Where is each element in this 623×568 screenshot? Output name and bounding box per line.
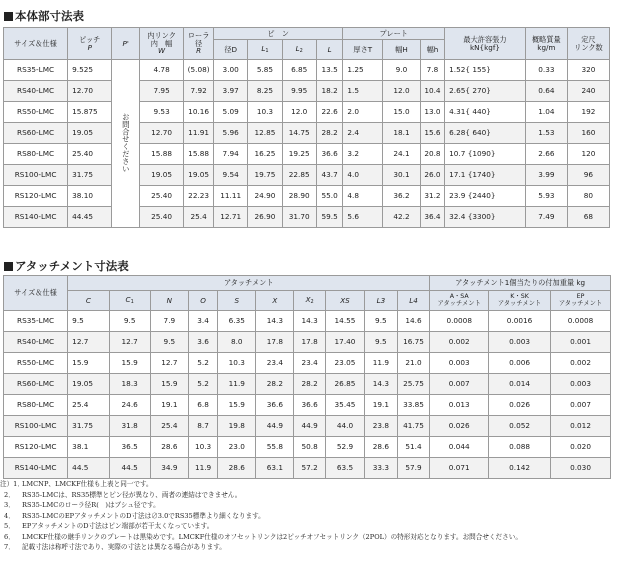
header-size: サイズ＆仕様: [4, 28, 68, 60]
cell-h2: 36.4: [420, 207, 444, 228]
cell-t: 3.2: [343, 144, 383, 165]
cell-size: RS100-LMC: [4, 165, 68, 186]
table-row: [4, 207, 610, 228]
cell-x2: 57.2: [294, 458, 326, 479]
table-row: [4, 144, 610, 165]
cell-r: 11.91: [184, 123, 214, 144]
cell-mass: 1.53: [525, 123, 567, 144]
cell-xs: 17.40: [325, 332, 364, 353]
cell-ks: 0.088: [489, 437, 551, 458]
cell-tension: 23.9 {2440}: [445, 186, 526, 207]
cell-mass: 3.99: [525, 165, 567, 186]
table-row: [4, 165, 610, 186]
cell-s: 19.8: [218, 416, 256, 437]
cell-d: 5.09: [214, 102, 248, 123]
cell-h: 18.1: [383, 123, 421, 144]
header-inner-width: 内リンク 内 幅 W: [139, 28, 183, 60]
header-c: C: [68, 291, 109, 311]
body-table-title: 本体部寸法表: [15, 9, 84, 23]
cell-as: 0.0008: [430, 311, 489, 332]
cell-d: 5.96: [214, 123, 248, 144]
note-item: 3． RS35-LMCのローラ径R( )はブシュ径です。: [4, 501, 160, 509]
cell-l2: 12.0: [282, 102, 316, 123]
cell-w: 12.70: [139, 123, 183, 144]
table-row: [4, 102, 610, 123]
cell-l2: 6.85: [282, 60, 316, 81]
cell-x: 36.6: [256, 395, 294, 416]
cell-n: 12.7: [150, 353, 188, 374]
cell-x: 44.9: [256, 416, 294, 437]
cell-x2: 14.3: [294, 311, 326, 332]
cell-h2: 26.0: [420, 165, 444, 186]
cell-w: 25.40: [139, 207, 183, 228]
cell-l4: 33.85: [397, 395, 430, 416]
cell-n: 15.9: [150, 374, 188, 395]
cell-l1: 8.25: [248, 81, 282, 102]
cell-o: 6.8: [188, 395, 217, 416]
cell-mass: 1.04: [525, 102, 567, 123]
header-p-prime: P': [112, 28, 140, 60]
cell-c: 19.05: [68, 374, 109, 395]
note-item: 4． RS35-LMCのEPアタッチメントのD寸法は∅3.0でRS35標準より細くなります。: [4, 511, 265, 520]
cell-pitch: 31.75: [68, 165, 112, 186]
cell-d: 3.97: [214, 81, 248, 102]
header-pin: ピ ン: [214, 28, 343, 40]
cell-l1: 10.3: [248, 102, 282, 123]
cell-h: 15.0: [383, 102, 421, 123]
cell-xs: 52.9: [325, 437, 364, 458]
cell-ks: 0.142: [489, 458, 551, 479]
cell-size: RS120-LMC: [4, 437, 68, 458]
cell-size: RS50-LMC: [4, 353, 68, 374]
cell-x2: 23.4: [294, 353, 326, 374]
cell-x: 17.8: [256, 332, 294, 353]
cell-n: 28.6: [150, 437, 188, 458]
header-pin-l2: $L_2$: [282, 40, 316, 60]
cell-h2: 31.2: [420, 186, 444, 207]
cell-l: 18.2: [316, 81, 343, 102]
cell-c1: 9.5: [109, 311, 150, 332]
header-s: S: [218, 291, 256, 311]
cell-o: 5.2: [188, 353, 217, 374]
cell-l3: 11.9: [365, 353, 398, 374]
cell-tension: 2.65{ 270}: [445, 81, 526, 102]
cell-t: 2.0: [343, 102, 383, 123]
cell-s: 6.35: [218, 311, 256, 332]
cell-links: 160: [567, 123, 609, 144]
cell-s: 15.9: [218, 395, 256, 416]
cell-l: 55.0: [316, 186, 343, 207]
cell-l3: 9.5: [365, 311, 398, 332]
cell-t: 2.4: [343, 123, 383, 144]
attach-table-title: アタッチメント寸法表: [15, 259, 129, 273]
cell-c1: 24.6: [109, 395, 150, 416]
cell-d: 7.94: [214, 144, 248, 165]
cell-ep: 0.030: [551, 458, 611, 479]
header-x2: $X_2$: [294, 291, 326, 311]
cell-c1: 12.7: [109, 332, 150, 353]
cell-size: RS60-LMC: [4, 374, 68, 395]
cell-l4: 57.9: [397, 458, 430, 479]
cell-size: RS140-LMC: [4, 207, 68, 228]
cell-tension: 1.52{ 155}: [445, 60, 526, 81]
cell-as: 0.026: [430, 416, 489, 437]
header-plate-t: 厚さT: [343, 40, 383, 60]
cell-pitch: 44.45: [68, 207, 112, 228]
cell-ep: 0.020: [551, 437, 611, 458]
table-row: [4, 332, 611, 353]
cell-tension: 6.28{ 640}: [445, 123, 526, 144]
note-item: 5． EPアタッチメントのD寸法はピン端部が若干太くなっています。: [4, 522, 214, 530]
cell-c: 15.9: [68, 353, 109, 374]
header-size: サイズ＆仕様: [4, 276, 68, 311]
cell-t: 5.6: [343, 207, 383, 228]
cell-r: 19.05: [184, 165, 214, 186]
cell-links: 68: [567, 207, 609, 228]
table-row: [4, 353, 611, 374]
header-plate: プレート: [343, 28, 445, 40]
cell-ep: 0.007: [551, 395, 611, 416]
cell-mass: 2.66: [525, 144, 567, 165]
header-k-sk: K・SK アタッチメント: [489, 291, 551, 311]
note-item: 6． LMCKF仕様の継手リンクのプレートは黒染めです。LMCKF仕様のオフセットリンクは2ピッチオフセットリンク（2POL）の特形対応となります。お問合せください。: [4, 532, 522, 541]
heading-square-icon: [4, 262, 13, 271]
note-item: 2． RS35-LMCは、RS35標準とピン径が異なり、両者の連結はできません。: [4, 490, 242, 499]
cell-l1: 19.75: [248, 165, 282, 186]
body-dimension-table: [3, 27, 610, 228]
cell-as: 0.007: [430, 374, 489, 395]
cell-h2: 13.0: [420, 102, 444, 123]
cell-x: 28.2: [256, 374, 294, 395]
cell-l3: 9.5: [365, 332, 398, 353]
cell-h2: 15.6: [420, 123, 444, 144]
cell-s: 10.3: [218, 353, 256, 374]
cell-l2: 22.85: [282, 165, 316, 186]
cell-x2: 50.8: [294, 437, 326, 458]
cell-x2: 44.9: [294, 416, 326, 437]
cell-size: RS35-LMC: [4, 60, 68, 81]
cell-l4: 14.6: [397, 311, 430, 332]
header-plate-h: 幅H: [383, 40, 421, 60]
cell-l3: 23.8: [365, 416, 398, 437]
cell-l4: 21.0: [397, 353, 430, 374]
header-c1: $C_1$: [109, 291, 150, 311]
table-row: [4, 311, 611, 332]
cell-size: RS120-LMC: [4, 186, 68, 207]
header-xs: XS: [325, 291, 364, 311]
cell-mass: 5.93: [525, 186, 567, 207]
cell-l2: 14.75: [282, 123, 316, 144]
cell-pitch: 9.525: [68, 60, 112, 81]
cell-tension: 4.31{ 440}: [445, 102, 526, 123]
cell-l1: 5.85: [248, 60, 282, 81]
cell-o: 8.7: [188, 416, 217, 437]
cell-s: 11.9: [218, 374, 256, 395]
cell-l: 22.6: [316, 102, 343, 123]
cell-h2: 20.8: [420, 144, 444, 165]
cell-x: 14.3: [256, 311, 294, 332]
header-pin-l: L: [316, 40, 343, 60]
cell-d: 11.11: [214, 186, 248, 207]
cell-x2: 28.2: [294, 374, 326, 395]
cell-w: 19.05: [139, 165, 183, 186]
cell-r: 7.92: [184, 81, 214, 102]
cell-as: 0.003: [430, 353, 489, 374]
cell-ks: 0.0016: [489, 311, 551, 332]
header-pitch: ピッチ P: [68, 28, 112, 60]
footnotes: [0, 479, 620, 553]
table-row: [4, 395, 611, 416]
cell-size: RS140-LMC: [4, 458, 68, 479]
header-attachment: アタッチメント: [68, 276, 430, 291]
cell-xs: 63.5: [325, 458, 364, 479]
cell-r: 22.23: [184, 186, 214, 207]
header-roller: ローラ 径 R: [184, 28, 214, 60]
cell-h: 36.2: [383, 186, 421, 207]
attach-table-heading: [4, 258, 129, 274]
cell-c: 25.4: [68, 395, 109, 416]
cell-o: 10.3: [188, 437, 217, 458]
cell-tension: 32.4 {3300}: [445, 207, 526, 228]
cell-l: 36.6: [316, 144, 343, 165]
note-item: 注）1． LMCNP、LMCKF仕様も上表と同一です。: [0, 480, 153, 488]
cell-h2: 7.8: [420, 60, 444, 81]
header-mass-add: アタッチメント1個当たりの付加重量 kg: [430, 276, 611, 291]
cell-size: RS40-LMC: [4, 81, 68, 102]
cell-ks: 0.006: [489, 353, 551, 374]
header-max-tension: 最大許容張力 kN{kgf}: [445, 28, 526, 60]
header-l4: L4: [397, 291, 430, 311]
table-row: [4, 81, 610, 102]
cell-x: 63.1: [256, 458, 294, 479]
header-plate-h2: 幅h: [420, 40, 444, 60]
cell-d: 12.71: [214, 207, 248, 228]
note-item: 7． 記載寸法は称呼寸法であり、実際の寸法とは異なる場合があります。: [4, 543, 226, 551]
cell-as: 0.013: [430, 395, 489, 416]
cell-n: 34.9: [150, 458, 188, 479]
cell-xs: 23.05: [325, 353, 364, 374]
cell-l: 43.7: [316, 165, 343, 186]
cell-x2: 17.8: [294, 332, 326, 353]
cell-x2: 36.6: [294, 395, 326, 416]
cell-h: 24.1: [383, 144, 421, 165]
header-n: N: [150, 291, 188, 311]
cell-ks: 0.003: [489, 332, 551, 353]
cell-n: 25.4: [150, 416, 188, 437]
cell-links: 96: [567, 165, 609, 186]
cell-w: 7.95: [139, 81, 183, 102]
cell-o: 3.4: [188, 311, 217, 332]
cell-w: 15.88: [139, 144, 183, 165]
cell-c1: 18.3: [109, 374, 150, 395]
cell-ep: 0.012: [551, 416, 611, 437]
cell-size: RS50-LMC: [4, 102, 68, 123]
cell-r: 10.16: [184, 102, 214, 123]
table-row: [4, 374, 611, 395]
header-ep: EP アタッチメント: [551, 291, 611, 311]
cell-t: 1.5: [343, 81, 383, 102]
cell-o: 5.2: [188, 374, 217, 395]
cell-mass: 0.64: [525, 81, 567, 102]
cell-c1: 31.8: [109, 416, 150, 437]
cell-t: 4.0: [343, 165, 383, 186]
cell-c: 9.5: [68, 311, 109, 332]
table-row: [4, 416, 611, 437]
cell-ep: 0.001: [551, 332, 611, 353]
inquiry-note-vertical: お問合せください: [112, 60, 140, 228]
cell-size: RS40-LMC: [4, 332, 68, 353]
cell-c: 12.7: [68, 332, 109, 353]
header-mass: 概略質量 kg/m: [525, 28, 567, 60]
cell-size: RS80-LMC: [4, 395, 68, 416]
cell-l4: 25.75: [397, 374, 430, 395]
cell-h: 30.1: [383, 165, 421, 186]
cell-d: 9.54: [214, 165, 248, 186]
cell-l1: 24.90: [248, 186, 282, 207]
cell-w: 4.78: [139, 60, 183, 81]
cell-links: 120: [567, 144, 609, 165]
body-table-heading: [4, 8, 84, 24]
cell-l4: 51.4: [397, 437, 430, 458]
cell-c1: 36.5: [109, 437, 150, 458]
cell-o: 3.6: [188, 332, 217, 353]
cell-s: 28.6: [218, 458, 256, 479]
cell-mass: 0.33: [525, 60, 567, 81]
cell-l3: 28.6: [365, 437, 398, 458]
attachment-dimension-table: [3, 275, 611, 479]
cell-l1: 26.90: [248, 207, 282, 228]
cell-c: 44.5: [68, 458, 109, 479]
cell-xs: 26.85: [325, 374, 364, 395]
cell-ep: 0.0008: [551, 311, 611, 332]
table-row: [4, 458, 611, 479]
cell-s: 8.0: [218, 332, 256, 353]
cell-h2: 10.4: [420, 81, 444, 102]
cell-h: 42.2: [383, 207, 421, 228]
cell-ks: 0.052: [489, 416, 551, 437]
cell-h: 12.0: [383, 81, 421, 102]
cell-x: 23.4: [256, 353, 294, 374]
cell-w: 25.40: [139, 186, 183, 207]
cell-pitch: 19.05: [68, 123, 112, 144]
cell-r: 15.88: [184, 144, 214, 165]
cell-l1: 16.25: [248, 144, 282, 165]
cell-l2: 19.25: [282, 144, 316, 165]
cell-links: 240: [567, 81, 609, 102]
cell-x: 55.8: [256, 437, 294, 458]
header-o: O: [188, 291, 217, 311]
table-row: [4, 186, 610, 207]
cell-l1: 12.85: [248, 123, 282, 144]
cell-tension: 10.7 {1090}: [445, 144, 526, 165]
table-row: [4, 123, 610, 144]
heading-square-icon: [4, 12, 13, 21]
header-links: 定尺 リンク数: [567, 28, 609, 60]
cell-n: 19.1: [150, 395, 188, 416]
cell-l3: 19.1: [365, 395, 398, 416]
cell-links: 80: [567, 186, 609, 207]
cell-ep: 0.003: [551, 374, 611, 395]
cell-n: 7.9: [150, 311, 188, 332]
cell-pitch: 25.40: [68, 144, 112, 165]
cell-n: 9.5: [150, 332, 188, 353]
cell-t: 4.8: [343, 186, 383, 207]
header-a-sa: A・SA アタッチメント: [430, 291, 489, 311]
cell-ks: 0.014: [489, 374, 551, 395]
cell-t: 1.25: [343, 60, 383, 81]
cell-l2: 28.90: [282, 186, 316, 207]
cell-h: 9.0: [383, 60, 421, 81]
cell-xs: 35.45: [325, 395, 364, 416]
cell-s: 23.0: [218, 437, 256, 458]
table-row: [4, 60, 610, 81]
cell-mass: 7.49: [525, 207, 567, 228]
cell-links: 320: [567, 60, 609, 81]
cell-pitch: 15.875: [68, 102, 112, 123]
cell-as: 0.071: [430, 458, 489, 479]
cell-links: 192: [567, 102, 609, 123]
cell-tension: 17.1 {1740}: [445, 165, 526, 186]
cell-size: RS35-LMC: [4, 311, 68, 332]
cell-ep: 0.002: [551, 353, 611, 374]
header-pin-d: 径D: [214, 40, 248, 60]
cell-size: RS80-LMC: [4, 144, 68, 165]
cell-r: 25.4: [184, 207, 214, 228]
cell-c1: 15.9: [109, 353, 150, 374]
header-x: X: [256, 291, 294, 311]
cell-l2: 9.95: [282, 81, 316, 102]
cell-l4: 16.75: [397, 332, 430, 353]
cell-l: 28.2: [316, 123, 343, 144]
cell-l: 13.5: [316, 60, 343, 81]
cell-l2: 31.70: [282, 207, 316, 228]
cell-xs: 44.0: [325, 416, 364, 437]
cell-ks: 0.026: [489, 395, 551, 416]
cell-pitch: 38.10: [68, 186, 112, 207]
cell-r: (5.08): [184, 60, 214, 81]
table-row: [4, 437, 611, 458]
cell-l4: 41.75: [397, 416, 430, 437]
cell-size: RS100-LMC: [4, 416, 68, 437]
cell-d: 3.00: [214, 60, 248, 81]
cell-l: 59.5: [316, 207, 343, 228]
cell-l3: 14.3: [365, 374, 398, 395]
cell-as: 0.002: [430, 332, 489, 353]
cell-w: 9.53: [139, 102, 183, 123]
cell-c1: 44.5: [109, 458, 150, 479]
header-pin-l1: $L_1$: [248, 40, 282, 60]
cell-o: 11.9: [188, 458, 217, 479]
cell-xs: 14.55: [325, 311, 364, 332]
cell-size: RS60-LMC: [4, 123, 68, 144]
cell-c: 38.1: [68, 437, 109, 458]
cell-as: 0.044: [430, 437, 489, 458]
cell-l3: 33.3: [365, 458, 398, 479]
header-l3: L3: [365, 291, 398, 311]
cell-c: 31.75: [68, 416, 109, 437]
cell-pitch: 12.70: [68, 81, 112, 102]
